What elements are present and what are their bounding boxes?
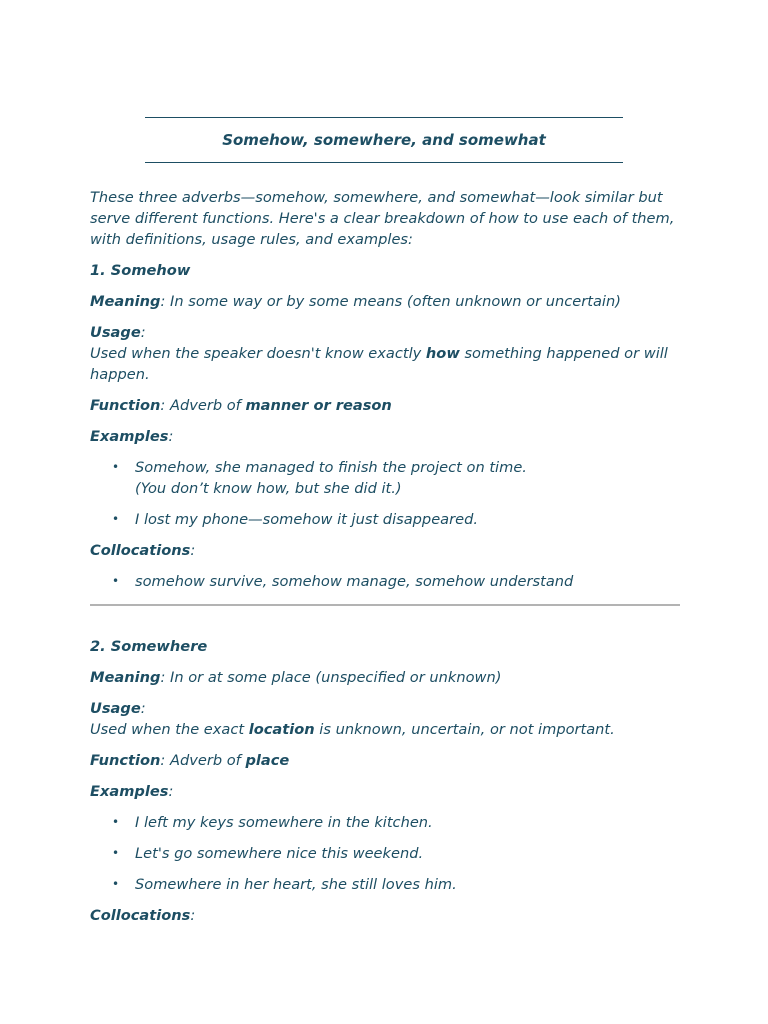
function-prefix: : Adverb of — [160, 397, 246, 414]
function-value: place — [245, 752, 290, 769]
examples-colon: : — [168, 428, 174, 445]
example-text: I lost my phone—somehow it just disappeared. — [135, 511, 479, 528]
examples-label: Examples — [90, 783, 169, 800]
examples-label: Examples — [90, 428, 169, 445]
function-label: Function — [90, 752, 161, 769]
list-item — [90, 812, 680, 833]
function-value: manner or reason — [245, 397, 392, 414]
collocations-heading-somewhere — [90, 905, 680, 926]
usage-somehow — [90, 322, 680, 385]
usage-text-bold: how — [425, 345, 460, 362]
collocations-colon: : — [190, 907, 196, 924]
collocation-text: somehow survive, somehow manage, somehow understand — [135, 573, 574, 590]
meaning-label: Meaning — [90, 293, 161, 310]
usage-text-after: is unknown, uncertain, or not important. — [314, 721, 615, 738]
meaning-text: : In some way or by some means (often unknown or uncertain) — [160, 293, 621, 310]
list-item — [90, 509, 680, 530]
section-heading-somewhere: 2. Somewhere — [90, 638, 208, 655]
function-somehow — [90, 395, 680, 416]
list-item — [90, 843, 680, 864]
meaning-text: : In or at some place (unspecified or unknown) — [160, 669, 502, 686]
example-text: I left my keys somewhere in the kitchen. — [135, 814, 433, 831]
usage-text-bold: location — [248, 721, 315, 738]
intro-paragraph: These three adverbs—somehow, somewhere, and somewhat—look similar but serve different functions. Here's a clear breakdown of how to use each of them, with definitions, usage rules, and examples: — [90, 189, 675, 248]
section-heading-somehow: 1. Somehow — [90, 262, 191, 279]
meaning-somehow — [90, 291, 680, 312]
usage-text-before: Used when the exact — [90, 721, 249, 738]
usage-somewhere — [90, 698, 680, 740]
usage-label: Usage — [90, 700, 141, 717]
list-item — [90, 457, 680, 499]
usage-text-before: Used when the speaker doesn't know exactly — [90, 345, 426, 362]
collocations-heading-somehow — [90, 540, 680, 561]
usage-label: Usage — [90, 324, 141, 341]
examples-heading-somewhere — [90, 781, 680, 802]
usage-text-after: something happened or will happen. — [90, 345, 668, 383]
function-prefix: : Adverb of — [160, 752, 246, 769]
title-block — [145, 117, 623, 163]
examples-list-somewhere — [90, 812, 680, 895]
function-somewhere — [90, 750, 680, 771]
examples-list-somehow — [90, 457, 680, 530]
document-title: Somehow, somewhere, and somewhat — [222, 131, 546, 149]
usage-colon: : — [140, 700, 146, 717]
example-text: Somehow, she managed to finish the project on time. — [135, 459, 527, 476]
example-text: Let's go somewhere nice this weekend. — [135, 845, 424, 862]
collocations-colon: : — [190, 542, 196, 559]
example-note: (You don’t know how, but she did it.) — [135, 480, 402, 497]
list-item — [90, 874, 680, 895]
collocations-list-somehow — [90, 571, 680, 592]
meaning-somewhere — [90, 667, 680, 688]
section-divider — [90, 604, 680, 606]
document-body — [90, 187, 680, 936]
function-label: Function — [90, 397, 161, 414]
meaning-label: Meaning — [90, 669, 161, 686]
collocations-label: Collocations — [90, 542, 191, 559]
examples-colon: : — [168, 783, 174, 800]
examples-heading-somehow — [90, 426, 680, 447]
list-item — [90, 571, 680, 592]
example-text: Somewhere in her heart, she still loves him. — [135, 876, 457, 893]
collocations-label: Collocations — [90, 907, 191, 924]
usage-colon: : — [140, 324, 146, 341]
